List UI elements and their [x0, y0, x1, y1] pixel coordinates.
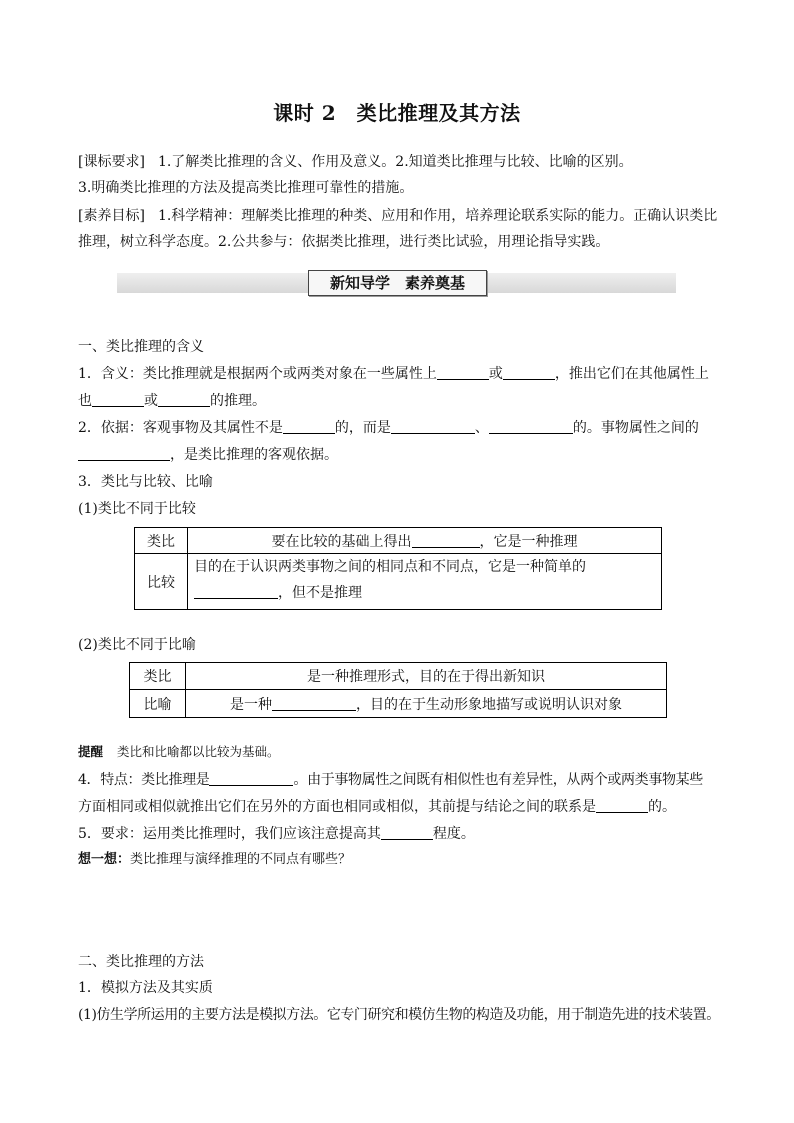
table-desc-text: ，目的在于生动形象地描写或说明认识对象 — [356, 696, 622, 713]
answer-blank — [412, 533, 480, 548]
banner-label: 新知导学 素养奠基 — [308, 270, 487, 296]
item2-line1 — [78, 419, 699, 437]
item1-text: 1．含义：类比推理就是根据两个或两类对象在一些属性上 — [78, 366, 437, 382]
table-term-cell: 比喻 — [130, 690, 186, 718]
reminder-label: 提醒 — [78, 744, 104, 759]
item1-text: 或 — [144, 393, 158, 409]
think-label: 想一想： — [78, 852, 131, 867]
item4-text: 4．特点：类比推理是 — [78, 772, 210, 788]
item2-text: 2．依据：客观事物及其属性不是 — [78, 420, 283, 436]
item4-line1 — [78, 771, 703, 789]
reminder-text: 类比和比喻都以比较为基础。 — [117, 744, 280, 759]
item2-text: 的。事物属性之间的 — [572, 420, 699, 436]
section2-para1: (1)仿生学所运用的主要方法是模拟方法。它专门研究和模仿生物的构造及功能，用于制造先进的技术装置。 — [78, 1007, 720, 1023]
answer-blank — [283, 419, 335, 434]
item2-text: 的，而是 — [334, 420, 391, 436]
item1-text: 的推理。 — [210, 393, 266, 409]
table-desc-text: 是一种 — [230, 696, 272, 713]
table-desc-line2 — [194, 580, 661, 606]
table-term-cell: 类比 — [130, 663, 186, 690]
table-desc-cell — [188, 554, 662, 610]
item1-text: 或 — [488, 366, 503, 382]
goals-text-line2: 推理，树立科学态度。2.公共参与：依据类比推理，进行类比试验，用理论指导实践。 — [78, 234, 610, 250]
answer-blank — [489, 419, 573, 434]
item3-heading: 3．类比与比较、比喻 — [78, 474, 213, 490]
goals-text-line1: 1.科学精神：理解类比推理的种类、应用和作用，培养理论联系实际的能力。正确认识类比 — [157, 208, 718, 224]
goals-label: [素养目标] — [78, 208, 145, 224]
item5-text: 5．要求：运用类比推理时，我们应该注意提高其 — [78, 826, 381, 842]
answer-blank — [596, 798, 648, 813]
lesson-title: 课时 2 类比推理及其方法 — [273, 101, 521, 125]
answer-blank — [381, 825, 433, 840]
answer-blank — [78, 446, 170, 461]
analogy-vs-metaphor-table — [129, 662, 667, 718]
item1-line2 — [78, 392, 266, 410]
think-question — [78, 851, 351, 869]
item4-line2 — [78, 798, 676, 816]
analogy-vs-comparison-table — [134, 527, 662, 610]
table-term-cell: 类比 — [135, 528, 188, 554]
requirements-label: [课标要求] — [78, 154, 145, 170]
answer-blank — [391, 419, 475, 434]
requirements-text-line2: 3.明确类比推理的方法及提高类比推理可靠性的措施。 — [78, 180, 414, 196]
answer-blank — [158, 392, 210, 407]
section1-heading: 一、类比推理的含义 — [78, 339, 204, 355]
answer-blank — [272, 696, 356, 711]
table-desc-cell: 是一种推理形式，目的在于得出新知识 — [186, 663, 667, 690]
answer-blank — [437, 365, 489, 380]
item2-line2 — [78, 446, 338, 464]
section2-heading: 二、类比推理的方法 — [78, 954, 204, 970]
reminder-note — [78, 743, 280, 761]
literacy-goals — [78, 207, 717, 225]
table-desc-text: 目的在于认识两类事物之间的相同点和不同点，它是一种简单的 — [194, 559, 586, 575]
table-desc-text: ，它是一种推理 — [479, 533, 578, 550]
item3-sub1: (1)类比不同于比较 — [78, 501, 196, 517]
item2-text: 、 — [474, 420, 489, 436]
section-banner — [117, 273, 676, 293]
table-desc-text: ，但不是推理 — [278, 585, 362, 601]
requirements-text-line1: 1.了解类比推理的含义、作用及意义。2.知道类比推理与比较、比喻的区别。 — [157, 154, 633, 170]
think-text: 类比推理与演绎推理的不同点有哪些？ — [130, 852, 352, 867]
item1-text: ，推出它们在其他属性上 — [554, 366, 709, 382]
item4-text: 的。 — [648, 799, 676, 815]
table-term-cell: 比较 — [135, 554, 188, 610]
table-desc-cell — [188, 528, 662, 554]
item5-line — [78, 825, 475, 843]
item2-text: ，是类比推理的客观依据。 — [170, 447, 338, 463]
curriculum-requirements — [78, 153, 633, 171]
item3-sub2: (2)类比不同于比喻 — [78, 637, 196, 653]
item1-text: 也 — [78, 393, 92, 409]
answer-blank — [209, 771, 293, 786]
answer-blank — [92, 392, 144, 407]
item1-line1 — [78, 365, 709, 383]
item4-text: 方面相同或相似就推出它们在另外的方面也相同或相似，其前提与结论之间的联系是 — [78, 799, 596, 815]
item5-text: 程度。 — [432, 826, 475, 842]
table-desc-cell — [186, 690, 667, 718]
answer-blank — [194, 584, 278, 599]
item4-text: 。由于事物属性之间既有相似性也有差异性，从两个或两类事物某些 — [293, 772, 703, 788]
table-desc-text: 要在比较的基础上得出 — [271, 533, 412, 550]
answer-blank — [503, 365, 555, 380]
section2-sub1: 1．模拟方法及其实质 — [78, 980, 213, 996]
